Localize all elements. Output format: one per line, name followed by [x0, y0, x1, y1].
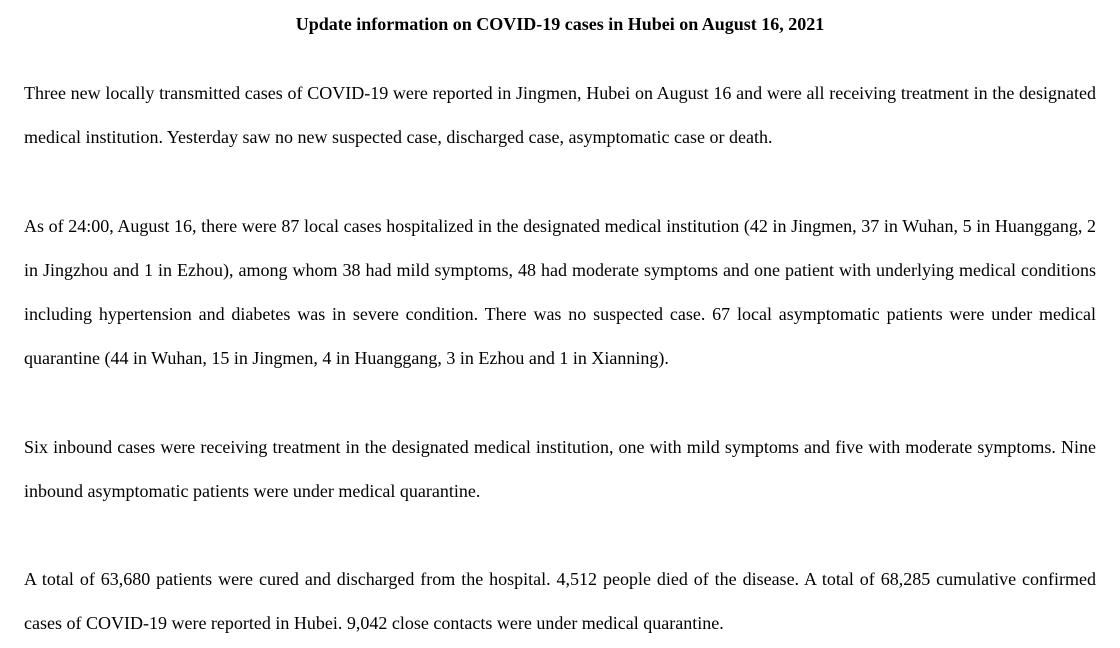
paragraph-inbound-cases: Six inbound cases were receiving treatment in the designated medical institution, one with mild symptoms and five with moderate symptoms. Nine inbound asymptomatic patients were under medical quarantine.	[24, 437, 1096, 501]
paragraph-new-cases: Three new locally transmitted cases of COVID-19 were reported in Jingmen, Hubei on August 16 and were all receiving treatment in the designated medical institution. Yesterday saw no new suspected case, discharged case, asymptomatic case or death.	[24, 83, 1096, 147]
paragraph-hospitalized-cases: As of 24:00, August 16, there were 87 local cases hospitalized in the designated medical institution (42 in Jingmen, 37 in Wuhan, 5 in Huanggang, 2 in Jingzhou and 1 in Ezhou), among whom 38 had mild symptoms, 48 had moderate symptoms and one patient with underlying medical conditions including hypertension and diabetes was in severe condition. There was no suspected case. 67 local asymptomatic patients were under medical quarantine (44 in Wuhan, 15 in Jingmen, 4 in Huanggang, 3 in Ezhou and 1 in Xianning).	[24, 216, 1096, 368]
paragraph-cumulative-totals: A total of 63,680 patients were cured and discharged from the hospital. 4,512 people died of the disease. A total of 68,285 cumulative confirmed cases of COVID-19 were reported in Hubei. 9,042 close contacts were under medical quarantine.	[24, 569, 1096, 633]
document-title: Update information on COVID-19 cases in Hubei on August 16, 2021	[295, 14, 825, 34]
